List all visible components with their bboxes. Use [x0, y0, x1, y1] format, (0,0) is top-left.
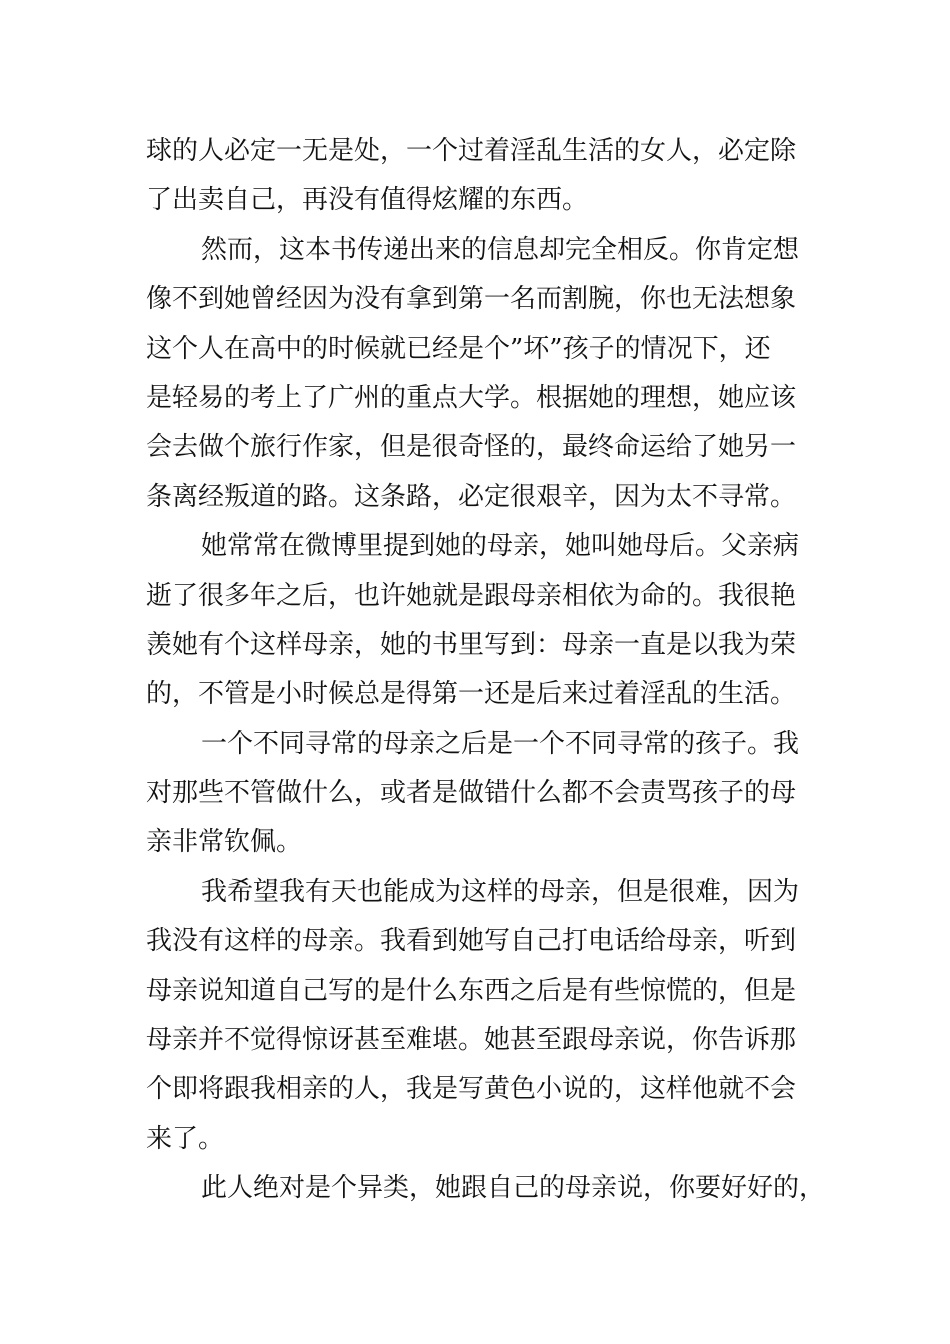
- text-line: 是轻易的考上了广州的重点大学。根据她的理想，她应该: [146, 382, 797, 413]
- paragraph-start-line: 然而，这本书传递出来的信息却完全相反。你肯定想: [201, 234, 800, 265]
- body-text: [146, 127, 826, 1214]
- text-line: 逝了很多年之后，也许她就是跟母亲相依为命的。我很艳: [146, 580, 797, 611]
- text-line: 条离经叛道的路。这条路，必定很艰辛，因为太不寻常。: [146, 481, 797, 512]
- text-line: 来了。: [146, 1123, 225, 1154]
- paragraph-start-line: 一个不同寻常的母亲之后是一个不同寻常的孩子。我: [201, 728, 800, 759]
- text-line: 母亲并不觉得惊讶甚至难堪。她甚至跟母亲说，你告诉那: [146, 1025, 797, 1056]
- text-line: 羡她有个这样母亲，她的书里写到：母亲一直是以我为荣: [146, 629, 797, 660]
- text-line: 我没有这样的母亲。我看到她写自己打电话给母亲，听到: [146, 926, 797, 957]
- text-line: 会去做个旅行作家，但是很奇怪的，最终命运给了她另一: [146, 432, 797, 463]
- text-line: 像不到她曾经因为没有拿到第一名而割腕，你也无法想象: [146, 284, 797, 315]
- paragraph-start-line: 我希望我有天也能成为这样的母亲，但是很难，因为: [201, 876, 800, 907]
- paragraph-start-line: 此人绝对是个异类，她跟自己的母亲说，你要好好的，: [201, 1173, 826, 1204]
- text-line: 这个人在高中的时候就已经是个”坏”孩子的情况下，还: [146, 333, 771, 364]
- text-line: 球的人必定一无是处，一个过着淫乱生活的女人，必定除: [146, 136, 797, 166]
- text-line: 了出卖自己，再没有值得炫耀的东西。: [146, 185, 589, 216]
- text-line: 母亲说知道自己写的是什么东西之后是有些惊慌的，但是: [146, 975, 797, 1006]
- text-line: 个即将跟我相亲的人，我是写黄色小说的，这样他就不会: [146, 1074, 797, 1105]
- paragraph-start-line: 她常常在微博里提到她的母亲，她叫她母后。父亲病: [201, 531, 800, 562]
- text-line: 对那些不管做什么，或者是做错什么都不会责骂孩子的母: [146, 778, 797, 809]
- text-line: 的，不管是小时候总是得第一还是后来过着淫乱的生活。: [146, 679, 797, 710]
- text-line: 亲非常钦佩。: [146, 827, 303, 858]
